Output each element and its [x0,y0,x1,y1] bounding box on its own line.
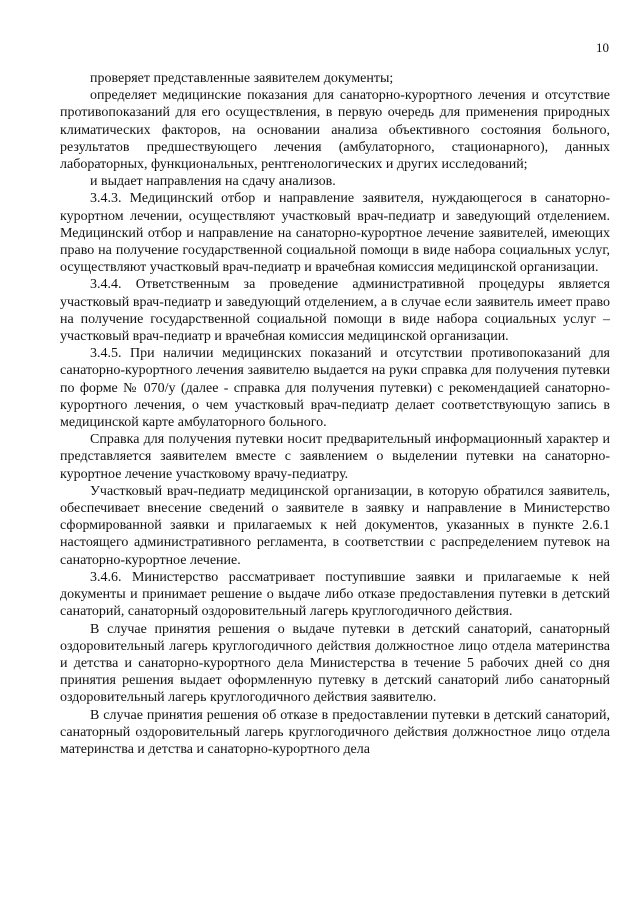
paragraph-test-referrals: и выдает направления на сдачу анализов. [90,174,336,190]
paragraph-certificate-info: Справка для получения путевки носит предварительный информационный характер и представляется заявителем вместе с заявлением о выделении путевки на санаторно-курортное лечение участковому врачу-педиатру. [60,432,610,482]
paragraph-pediatrician-duties: Участковый врач-педиатр медицинской организации, в которую обратился заявитель, обеспечивает внесение сведений о заявителе в заявку и направление в Министерство сформированной заявки и прилагаемых к ней документов, указанных в пункте 2.6.1 настоящего административного регламента, в соответствии с распределением путевок на санаторно-курортное лечение. [60,483,610,568]
paragraph-voucher-refusal: В случае принятия решения об отказе в предоставлении путевки в детский санаторий, санаторный оздоровительный лагерь круглогодичного действия должностное лицо отдела материнства и детства и санаторно-курортного дела [60,707,610,757]
paragraph-section-3-4-6: 3.4.6. Министерство рассматривает поступившие заявки и прилагаемые к ней документы и принимает решение о выдаче либо отказе предоставления путевки в детский санаторий, санаторный оздоровительный лагерь круглогодичного действия. [60,569,610,620]
document-body [60,70,610,758]
paragraph-medical-indications: определяет медицинские показания для санаторно-курортного лечения и отсутствие противопоказаний для его осуществления, в первую очередь для применения природных климатических факторов, на основании анализа объективного состояния больного, результатов предшествующего лечения (амбулаторного, стационарного), данных лабораторных, функциональных, рентгенологических и других исследований; [60,88,610,173]
paragraph-section-3-4-5: 3.4.5. При наличии медицинских показаний и отсутствии противопоказаний для санаторно-курортного лечения заявителю выдается на руки справка для получения путевки по форме № 070/у (далее - справка для получения путевки) с рекомендацией санаторно-курортного лечения, о чем участковый врач-педиатр делает соответствующую запись в медицинской карте амбулаторного больного. [60,346,610,431]
page-number: 10 [596,40,609,55]
paragraph-voucher-issue: В случае принятия решения о выдаче путевки в детский санаторий, санаторный оздоровительный лагерь круглогодичного действия должностное лицо отдела материнства и детства и санаторно-курортного дела Министерства в течение 5 рабочих дней со дня принятия решения выдает оформленную путевку в детский санаторий либо санаторный оздоровительный лагерь круглогодичного действия заявителю. [60,621,610,706]
paragraph-document-check: проверяет представленные заявителем документы; [90,71,394,86]
paragraph-section-3-4-3: 3.4.3. Медицинский отбор и направление заявителя, нуждающегося в санаторно-курортном лечении, осуществляют участковый врач-педиатр и заведующий отделением. Медицинский отбор и направление на санаторно-курортное лечение заявителей, имеющих право на получение государственной социальной помощи в виде набора социальных услуг, осуществляют участковый врач-педиатр и врачебная комиссия медицинской организации. [60,191,610,276]
paragraph-section-3-4-4: 3.4.4. Ответственным за проведение административной процедуры является участковый врач-педиатр и заведующий отделением, а в случае если заявитель имеет право на получение государственной социальной помощи в виде набора социальных услуг – участковый врач-педиатр и врачебная комиссия медицинской организации. [60,277,610,345]
